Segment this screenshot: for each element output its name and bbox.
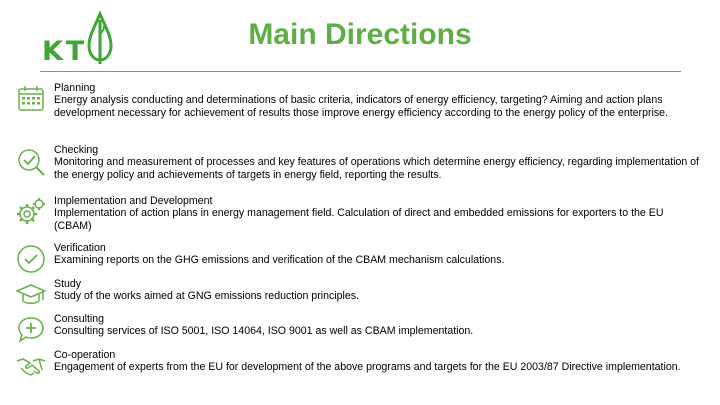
direction-heading: Study — [54, 278, 82, 290]
direction-heading: Consulting — [54, 313, 105, 325]
direction-heading: Planning — [54, 82, 96, 94]
logo-text: KT — [42, 36, 88, 67]
checkmark-magnifier-icon — [16, 146, 46, 176]
direction-description: Study of the works aimed at GNG emissions reduction principles. — [54, 290, 359, 303]
direction-description: Monitoring and measurement of processes and key features of operations which determine energy efficiency, regarding implementation of the energy policy and achievements of targets in energy field, reporting the results. — [54, 156, 700, 181]
handshake-icon — [16, 351, 46, 381]
direction-description: Engagement of experts from the EU for development of the above programs and targets for the EU 2003/87 Directive implementation. — [54, 361, 681, 374]
direction-heading: Checking — [54, 144, 99, 156]
page-title: Main Directions — [248, 18, 472, 51]
direction-heading: Implementation and Development — [54, 195, 213, 207]
direction-description: Implementation of action plans in energy management field. Calculation of direct and embedded emissions for exporters to the EU (CBAM) — [54, 207, 664, 232]
graduation-cap-icon — [16, 280, 46, 310]
chat-plus-icon — [16, 315, 46, 345]
direction-description: Energy analysis conducting and determinations of basic criteria, indicators of energy efficiency, targeting? Aiming and action plans development necessary for achievement of results those improve energy efficiency according to the energy policy of the enterprise. — [54, 94, 668, 119]
gears-icon — [16, 197, 46, 227]
title-divider — [40, 71, 681, 72]
direction-heading: Co-operation — [54, 349, 116, 361]
direction-description: Examining reports on the GHG emissions and verification of the CBAM mechanism calculations. — [54, 254, 505, 267]
check-circle-icon — [16, 244, 46, 274]
direction-description: Consulting services of ISO 5001, ISO 14064, ISO 9001 as well as CBAM implementation. — [54, 325, 474, 338]
calendar-icon — [16, 84, 46, 114]
direction-heading: Verification — [54, 242, 106, 254]
